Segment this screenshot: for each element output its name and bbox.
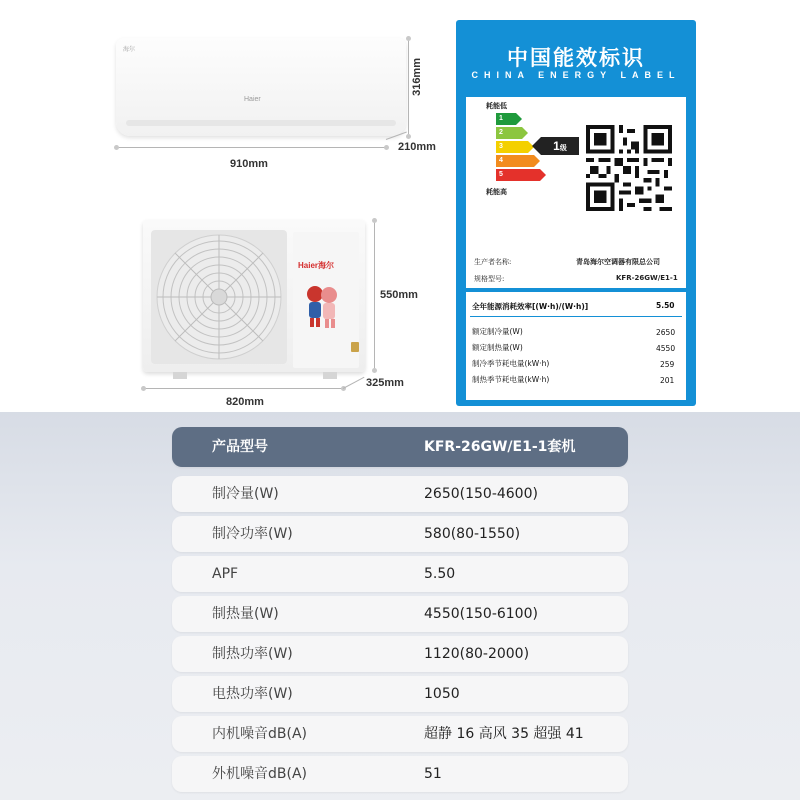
spec-value: 580(80-1550) xyxy=(424,526,521,542)
rated-cooling-label: 额定制冷量(W) xyxy=(472,327,523,336)
outdoor-unit-image xyxy=(143,220,365,372)
seasonal-heating-label: 制热季节耗电量(kW·h) xyxy=(472,375,550,384)
spec-table xyxy=(0,412,800,800)
dim-dot xyxy=(114,145,119,150)
grade-bar-3: 3 xyxy=(496,141,528,153)
outdoor-height-label: 550mm xyxy=(380,289,418,301)
rated-cooling-value: 2650 xyxy=(656,328,676,337)
standard-value: GB 21455-2019 xyxy=(574,389,630,397)
indoor-width-line xyxy=(116,147,386,148)
apf-value: 5.50 xyxy=(656,301,675,310)
indoor-depth-label: 210mm xyxy=(398,141,436,153)
spec-value: 1050 xyxy=(424,686,460,702)
spec-value: 超静 16 高风 35 超强 41 xyxy=(424,726,584,742)
spec-key: 外机噪音dB(A) xyxy=(212,766,307,782)
outdoor-height-line xyxy=(374,220,375,372)
spec-row xyxy=(172,756,628,792)
dim-dot xyxy=(372,368,377,373)
apf-label: 全年能源消耗效率[(W·h)/(W·h)] xyxy=(472,302,589,311)
grade-bar-2: 2 xyxy=(496,127,522,139)
spec-key: 制冷功率(W) xyxy=(212,526,293,542)
rated-heating-value: 4550 xyxy=(656,344,676,353)
spec-row xyxy=(172,716,628,752)
spec-value: 51 xyxy=(424,766,442,782)
dim-dot xyxy=(406,36,411,41)
qr-code-icon xyxy=(586,125,672,211)
high-consumption-label: 耗能高 xyxy=(486,188,507,196)
indoor-unit-badge: 海尔 xyxy=(123,46,136,53)
indoor-unit-brand: Haier xyxy=(244,96,261,103)
unit-foot xyxy=(323,372,337,379)
grade-bar-5: 5 xyxy=(496,169,540,181)
spec-key: 电热功率(W) xyxy=(212,686,293,702)
energy-values-panel xyxy=(466,292,686,400)
grade-bar-1: 1 xyxy=(496,113,516,125)
indoor-height-line xyxy=(408,38,409,138)
indoor-height-label: 316mm xyxy=(411,58,423,96)
grade-bar-4: 4 xyxy=(496,155,534,167)
spec-key: 内机噪音dB(A) xyxy=(212,726,307,742)
spec-row xyxy=(172,596,628,632)
outdoor-depth-label: 325mm xyxy=(366,377,404,389)
indoor-width-label: 910mm xyxy=(230,158,268,170)
spec-row xyxy=(172,556,628,592)
fan-grille xyxy=(151,230,287,364)
standard-footnote xyxy=(456,388,696,398)
spec-header-key: 产品型号 xyxy=(212,439,268,455)
outdoor-width-line xyxy=(143,388,343,389)
producer-label: 生产者名称: xyxy=(474,258,512,266)
spec-row xyxy=(172,636,628,672)
rated-heating-label: 额定制热量(W) xyxy=(472,343,523,352)
outdoor-depth-line xyxy=(343,377,365,389)
seasonal-cooling-value: 259 xyxy=(660,360,675,369)
spec-header-row xyxy=(172,427,628,467)
unit-foot xyxy=(173,372,187,379)
current-grade-indicator: 1级 xyxy=(541,137,579,155)
spec-key: 制热功率(W) xyxy=(212,646,293,662)
spec-row xyxy=(172,476,628,512)
dim-dot xyxy=(372,218,377,223)
indoor-unit-image xyxy=(116,38,406,136)
low-consumption-label: 耗能低 xyxy=(486,102,507,110)
spec-value: 2650(150-4600) xyxy=(424,486,538,502)
spec-key: 制热量(W) xyxy=(212,606,279,622)
valve-fitting xyxy=(351,342,359,352)
spec-row xyxy=(172,676,628,712)
indoor-unit-vent xyxy=(126,120,396,126)
outdoor-width-label: 820mm xyxy=(226,396,264,408)
dim-dot xyxy=(406,134,411,139)
mascot-icon xyxy=(303,282,341,330)
spec-key: 制冷量(W) xyxy=(212,486,279,502)
fan-icon xyxy=(151,230,287,364)
producer-value: 青岛海尔空调器有限总公司 xyxy=(576,258,660,266)
spec-value: 1120(80-2000) xyxy=(424,646,530,662)
spec-value: 4550(150-6100) xyxy=(424,606,538,622)
energy-label xyxy=(456,20,696,406)
spec-row xyxy=(172,516,628,552)
seasonal-heating-value: 201 xyxy=(660,376,675,385)
outdoor-unit-logo: Haier海尔 xyxy=(298,261,335,270)
energy-label-title: 中国能效标识 xyxy=(507,46,645,70)
energy-label-subtitle: CHINA ENERGY LABEL xyxy=(471,70,681,80)
spec-header-value: KFR-26GW/E1-1套机 xyxy=(424,439,576,455)
spec-value: 5.50 xyxy=(424,566,456,582)
seasonal-cooling-label: 制冷季节耗电量(kW·h) xyxy=(472,359,550,368)
dim-dot xyxy=(384,145,389,150)
energy-grade-panel xyxy=(466,97,686,288)
standard-label: 依据国家标准: xyxy=(526,389,571,397)
spec-key: APF xyxy=(212,566,239,582)
model-value: KFR-26GW/E1-1 xyxy=(616,274,678,282)
model-label: 规格型号: xyxy=(474,275,505,283)
dim-dot xyxy=(141,386,146,391)
divider xyxy=(470,316,682,317)
